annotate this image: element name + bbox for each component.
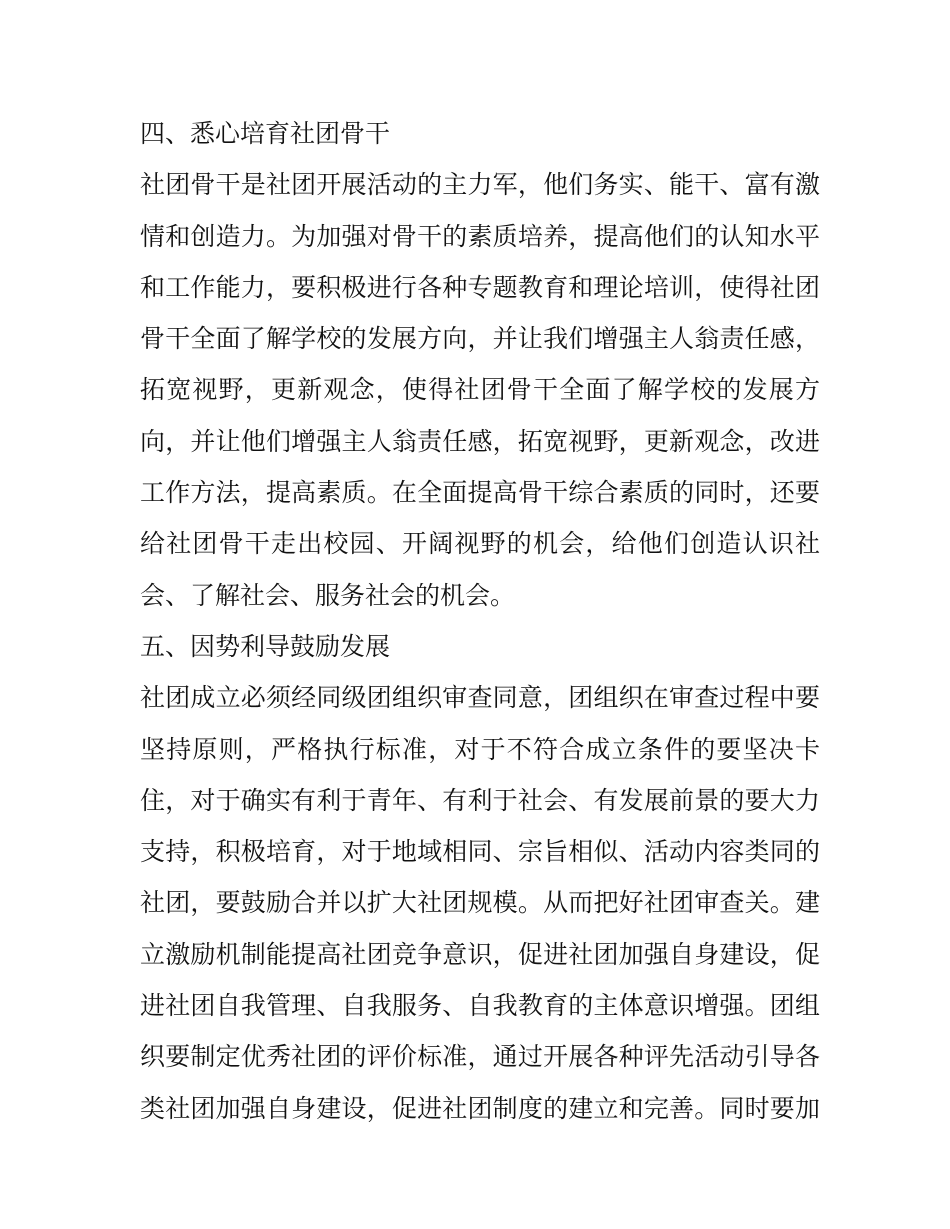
text-line: 社团成立必须经同级团组织审查同意，团组织在审查过程中要 — [140, 683, 820, 713]
text-line: 拓宽视野，更新观念，使得社团骨干全面了解学校的发展方 — [140, 375, 820, 405]
text-line: 会、了解社会、服务社会的机会。 — [140, 580, 516, 610]
body-text — [140, 108, 820, 1134]
text-line: 工作方法，提高素质。在全面提高骨干综合素质的同时，还要 — [140, 478, 820, 508]
text-line: 骨干全面了解学校的发展方向，并让我们增强主人翁责任感， — [140, 324, 820, 354]
text-line: 进社团自我管理、自我服务、自我教育的主体意识增强。团组 — [140, 991, 820, 1021]
text-line: 支持，积极培育，对于地域相同、宗旨相似、活动内容类同的 — [140, 837, 820, 867]
text-line: 给社团骨干走出校园、开阔视野的机会，给他们创造认识社 — [140, 529, 820, 559]
section-heading: 四、悉心培育社团骨干 — [140, 119, 391, 148]
text-line: 情和创造力。为加强对骨干的素质培养，提高他们的认知水平 — [140, 221, 820, 251]
section-heading: 五、因势利导鼓励发展 — [140, 631, 391, 661]
text-line: 织要制定优秀社团的评价标准，通过开展各种评先活动引导各 — [140, 1042, 820, 1072]
text-line: 类社团加强自身建设，促进社团制度的建立和完善。同时要加 — [140, 1093, 820, 1123]
text-line: 社团，要鼓励合并以扩大社团规模。从而把好社团审查关。建 — [140, 888, 820, 918]
text-line: 住，对于确实有利于青年、有利于社会、有发展前景的要大力 — [140, 785, 820, 815]
text-line: 社团骨干是社团开展活动的主力军，他们务实、能干、富有激 — [140, 170, 820, 200]
text-line: 坚持原则，严格执行标准，对于不符合成立条件的要坚决卡 — [140, 734, 820, 764]
text-line: 向，并让他们增强主人翁责任感，拓宽视野，更新观念，改进 — [140, 426, 820, 456]
text-line: 立激励机制能提高社团竞争意识，促进社团加强自身建设，促 — [140, 939, 820, 969]
text-line: 和工作能力，要积极进行各种专题教育和理论培训，使得社团 — [140, 272, 820, 302]
